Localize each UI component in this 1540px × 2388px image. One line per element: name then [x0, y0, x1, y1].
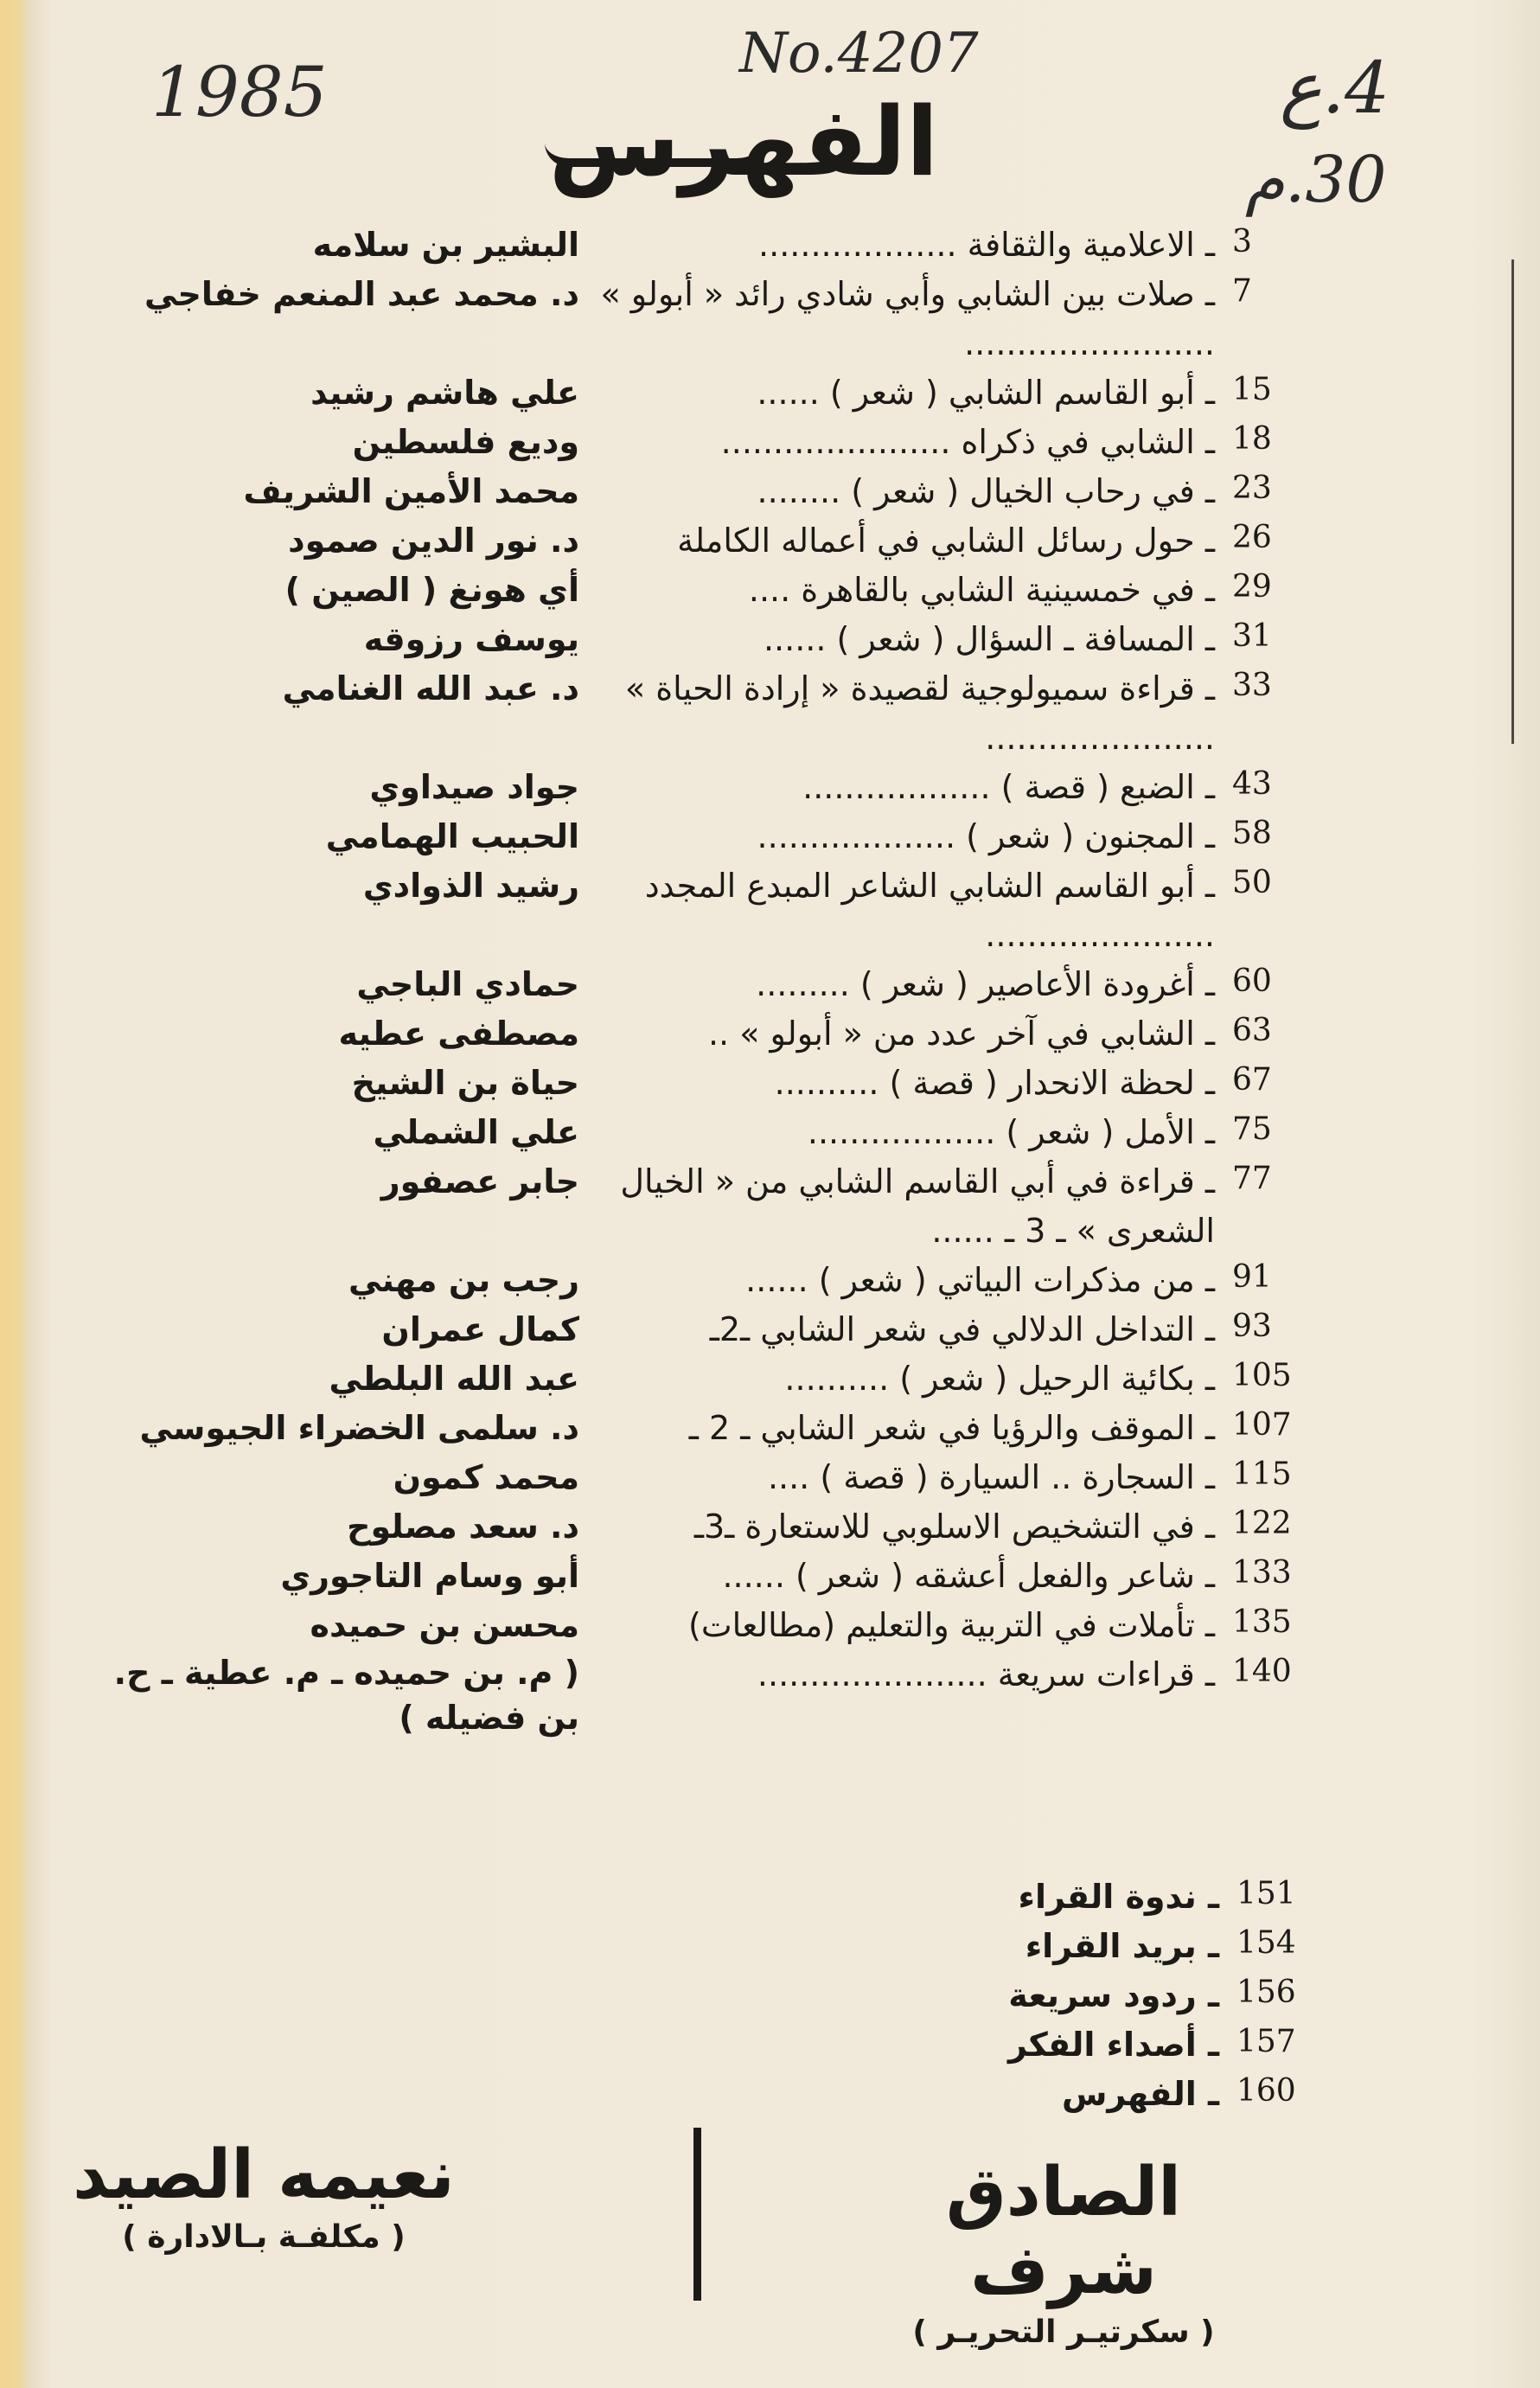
toc-row — [584, 1009, 1293, 1059]
toc-article-title: ـ الشابي في ذكراه ...................... — [592, 418, 1215, 467]
toc-page-number: 43 — [1232, 766, 1272, 802]
toc-article-title: ـ قراءات سريعة ...................... — [592, 1650, 1215, 1700]
handwritten-year: 1985 — [151, 52, 328, 132]
author-name: علي هاشم رشيد — [310, 374, 579, 412]
toc-row — [917, 1922, 1297, 1971]
toc-article-title: ـ بريد القراء — [925, 1922, 1219, 1971]
toc-page-number: 31 — [1232, 618, 1272, 654]
toc-article-title: ـ الفهرس — [925, 2070, 1219, 2119]
toc-page-number: 77 — [1232, 1161, 1272, 1196]
toc-row — [584, 368, 1293, 418]
toc-page-number: 60 — [1232, 964, 1272, 999]
toc-page-number: 135 — [1232, 1604, 1292, 1640]
toc-row — [584, 418, 1293, 467]
toc-page-number: 151 — [1236, 1876, 1296, 1911]
toc-row — [584, 1059, 1293, 1108]
toc-page-number: 105 — [1232, 1358, 1292, 1393]
author-name: أبو وسام التاجوري — [280, 1557, 579, 1595]
toc-article-title: ـ في رحاب الخيال ( شعر ) ........ — [592, 467, 1215, 516]
toc-page-number: 133 — [1232, 1555, 1292, 1591]
toc-page-number: 58 — [1232, 816, 1272, 851]
toc-article-title: ـ من مذكرات البياتي ( شعر ) ...... — [592, 1256, 1215, 1305]
author-name: جابر عصفور — [380, 1162, 579, 1200]
toc-article-title: ـ الاعلامية والثقافة ................... — [592, 221, 1215, 270]
signature-divider — [693, 2128, 701, 2301]
toc-article-title: ـ الموقف والرؤيا في شعر الشابي ـ 2 ـ — [592, 1404, 1215, 1453]
author-name: د. سعد مصلوح — [347, 1508, 579, 1546]
title-flourish — [545, 143, 761, 167]
editor-role: ( سكرتيـر التحريـر ) — [912, 2314, 1215, 2350]
toc-page-number: 107 — [1232, 1407, 1292, 1443]
toc-row — [584, 467, 1293, 516]
author-name: البشير بن سلامه — [312, 226, 579, 264]
toc-page-number: 50 — [1232, 865, 1272, 900]
toc-row — [584, 221, 1293, 270]
toc-row — [584, 1552, 1293, 1601]
toc-row — [584, 1601, 1293, 1650]
toc-row — [584, 861, 1293, 960]
toc-article-title: ـ قراءة سميولوجية لقصيدة « إرادة الحياة » ...................... — [592, 664, 1215, 763]
author-name: ( م. بن حميده ـ م. عطية ـ ح. بن فضيله ) — [113, 1654, 579, 1737]
toc-page-number: 3 — [1232, 224, 1252, 259]
toc-article-title: ـ بكائية الرحيل ( شعر ) .......... — [592, 1354, 1215, 1404]
toc-row — [584, 1354, 1293, 1404]
toc-page-number: 26 — [1232, 520, 1272, 555]
toc-page-number: 154 — [1236, 1925, 1296, 1961]
toc-row — [584, 1108, 1293, 1157]
author-name: مصطفى عطيه — [338, 1015, 579, 1053]
toc-row — [584, 1502, 1293, 1552]
handwritten-number: No.4207 — [739, 22, 979, 86]
toc-page-number: 115 — [1232, 1456, 1292, 1492]
author-name: محسن بن حميده — [310, 1606, 579, 1644]
handwritten-code-top: 4.ع — [1280, 48, 1390, 130]
toc-row — [584, 1453, 1293, 1502]
toc-page-number: 156 — [1236, 1975, 1296, 2010]
toc-row — [584, 1157, 1293, 1256]
toc-row — [917, 2020, 1297, 2070]
author-name: حياة بن الشيخ — [351, 1064, 579, 1102]
author-name: الحبيب الهمامي — [325, 817, 579, 855]
author-name: د. عبد الله الغنامي — [282, 669, 579, 707]
toc-row — [584, 664, 1293, 763]
toc-page-number: 91 — [1232, 1259, 1272, 1295]
toc-article-title: ـ حول رسائل الشابي في أعماله الكاملة — [592, 516, 1215, 566]
author-name: علي الشملي — [373, 1113, 579, 1151]
toc-article-title: ـ قراءة في أبي القاسم الشابي من « الخيال الشعرى » ـ 3 ـ ...... — [592, 1157, 1215, 1256]
signature-admin — [61, 2136, 467, 2255]
author-name: يوسف رزوقه — [363, 620, 579, 658]
toc-page-number: 93 — [1232, 1309, 1272, 1344]
toc-page-number: 157 — [1236, 2024, 1296, 2059]
toc-page-number: 140 — [1232, 1654, 1292, 1689]
author-name: وديع فلسطين — [352, 423, 579, 461]
toc-row — [584, 1256, 1293, 1305]
toc-article-title: ـ المجنون ( شعر ) ................... — [592, 812, 1215, 861]
toc-article-title: ـ في خمسينية الشابي بالقاهرة .... — [592, 566, 1215, 615]
toc-row — [584, 566, 1293, 615]
admin-role: ( مكلفـة بـالادارة ) — [122, 2219, 406, 2255]
toc-page-number: 15 — [1232, 372, 1272, 407]
toc-row — [584, 960, 1293, 1009]
toc-article-title: ـ في التشخيص الاسلوبي للاستعارة ـ3ـ — [592, 1502, 1215, 1552]
toc-page-number: 75 — [1232, 1111, 1272, 1147]
toc-row — [917, 1873, 1297, 1922]
toc-article-title: ـ شاعر والفعل أعشقه ( شعر ) ...... — [592, 1552, 1215, 1601]
toc-row — [917, 2070, 1297, 2119]
toc-article-title: ـ أصداء الفكر — [925, 2020, 1219, 2070]
toc-article-title: ـ المسافة ـ السؤال ( شعر ) ...... — [592, 615, 1215, 664]
page-edge-rule — [1511, 259, 1514, 744]
toc-page-number: 23 — [1232, 471, 1272, 506]
toc-row — [584, 516, 1293, 566]
toc-article-title: ـ الشابي في آخر عدد من « أبولو » .. — [592, 1009, 1215, 1059]
author-name: أي هونغ ( الصين ) — [284, 571, 579, 609]
author-name: حمادي الباجي — [356, 965, 579, 1003]
handwritten-code-bottom: 30.م — [1245, 143, 1387, 217]
author-name: جواد صيداوي — [369, 768, 579, 806]
toc-page-number: 122 — [1232, 1506, 1292, 1541]
author-name: كمال عمران — [381, 1310, 579, 1348]
toc-page-number: 63 — [1232, 1013, 1272, 1048]
page-title: الفهرس — [548, 86, 939, 197]
toc-article-title: ـ ردود سريعة — [925, 1971, 1219, 2020]
author-name: د. سلمى الخضراء الجيوسي — [139, 1409, 579, 1447]
toc-article-title: ـ السجارة .. السيارة ( قصة ) .... — [592, 1453, 1215, 1502]
author-name: عبد الله البلطي — [329, 1360, 579, 1398]
signature-editor — [847, 2154, 1280, 2350]
author-name: محمد كمون — [393, 1458, 579, 1496]
toc-list — [584, 221, 1293, 1700]
toc-article-title: ـ أبو القاسم الشابي الشاعر المبدع المجدد ...................... — [592, 861, 1215, 960]
toc-article-title: ـ ندوة القراء — [925, 1873, 1219, 1922]
toc-row — [584, 1650, 1293, 1700]
toc-article-title: ـ أغرودة الأعاصير ( شعر ) ......... — [592, 960, 1215, 1009]
author-name: د. نور الدين صمود — [288, 522, 579, 560]
author-name: رشيد الذوادي — [362, 867, 579, 905]
toc-page-number: 33 — [1232, 668, 1272, 703]
editor-name: الصادق شرف — [946, 2154, 1181, 2309]
toc-row — [584, 270, 1293, 368]
author-list — [95, 221, 579, 1740]
toc-article-title: ـ أبو القاسم الشابي ( شعر ) ...... — [592, 368, 1215, 418]
toc-row — [584, 1404, 1293, 1453]
toc-row — [584, 812, 1293, 861]
toc-article-title: ـ الأمل ( شعر ) .................. — [592, 1108, 1215, 1157]
author-name: د. محمد عبد المنعم خفاجي — [144, 275, 579, 313]
toc-article-title: ـ صلات بين الشابي وأبي شادي رائد « أبولو » ........................ — [592, 270, 1215, 368]
toc-page-number: 7 — [1232, 273, 1252, 309]
admin-name: نعيمه الصيد — [73, 2136, 455, 2214]
toc-row — [584, 1305, 1293, 1354]
toc-article-title: ـ تأملات في التربية والتعليم (مطالعات) — [592, 1601, 1215, 1650]
toc-article-title: ـ لحظة الانحدار ( قصة ) .......... — [592, 1059, 1215, 1108]
toc-row — [584, 615, 1293, 664]
extras-list — [917, 1873, 1297, 2119]
toc-page-number: 29 — [1232, 569, 1272, 605]
toc-article-title: ـ التداخل الدلالي في شعر الشابي ـ2ـ — [592, 1305, 1215, 1354]
toc-row — [917, 1971, 1297, 2020]
toc-page-number: 18 — [1232, 421, 1272, 457]
author-name: محمد الأمين الشريف — [243, 472, 579, 510]
toc-article-title: ـ الضبع ( قصة ) .................. — [592, 763, 1215, 812]
author-name: رجب بن مهني — [348, 1261, 579, 1299]
toc-row — [584, 763, 1293, 812]
toc-page-number: 67 — [1232, 1062, 1272, 1098]
toc-page-number: 160 — [1236, 2073, 1296, 2109]
